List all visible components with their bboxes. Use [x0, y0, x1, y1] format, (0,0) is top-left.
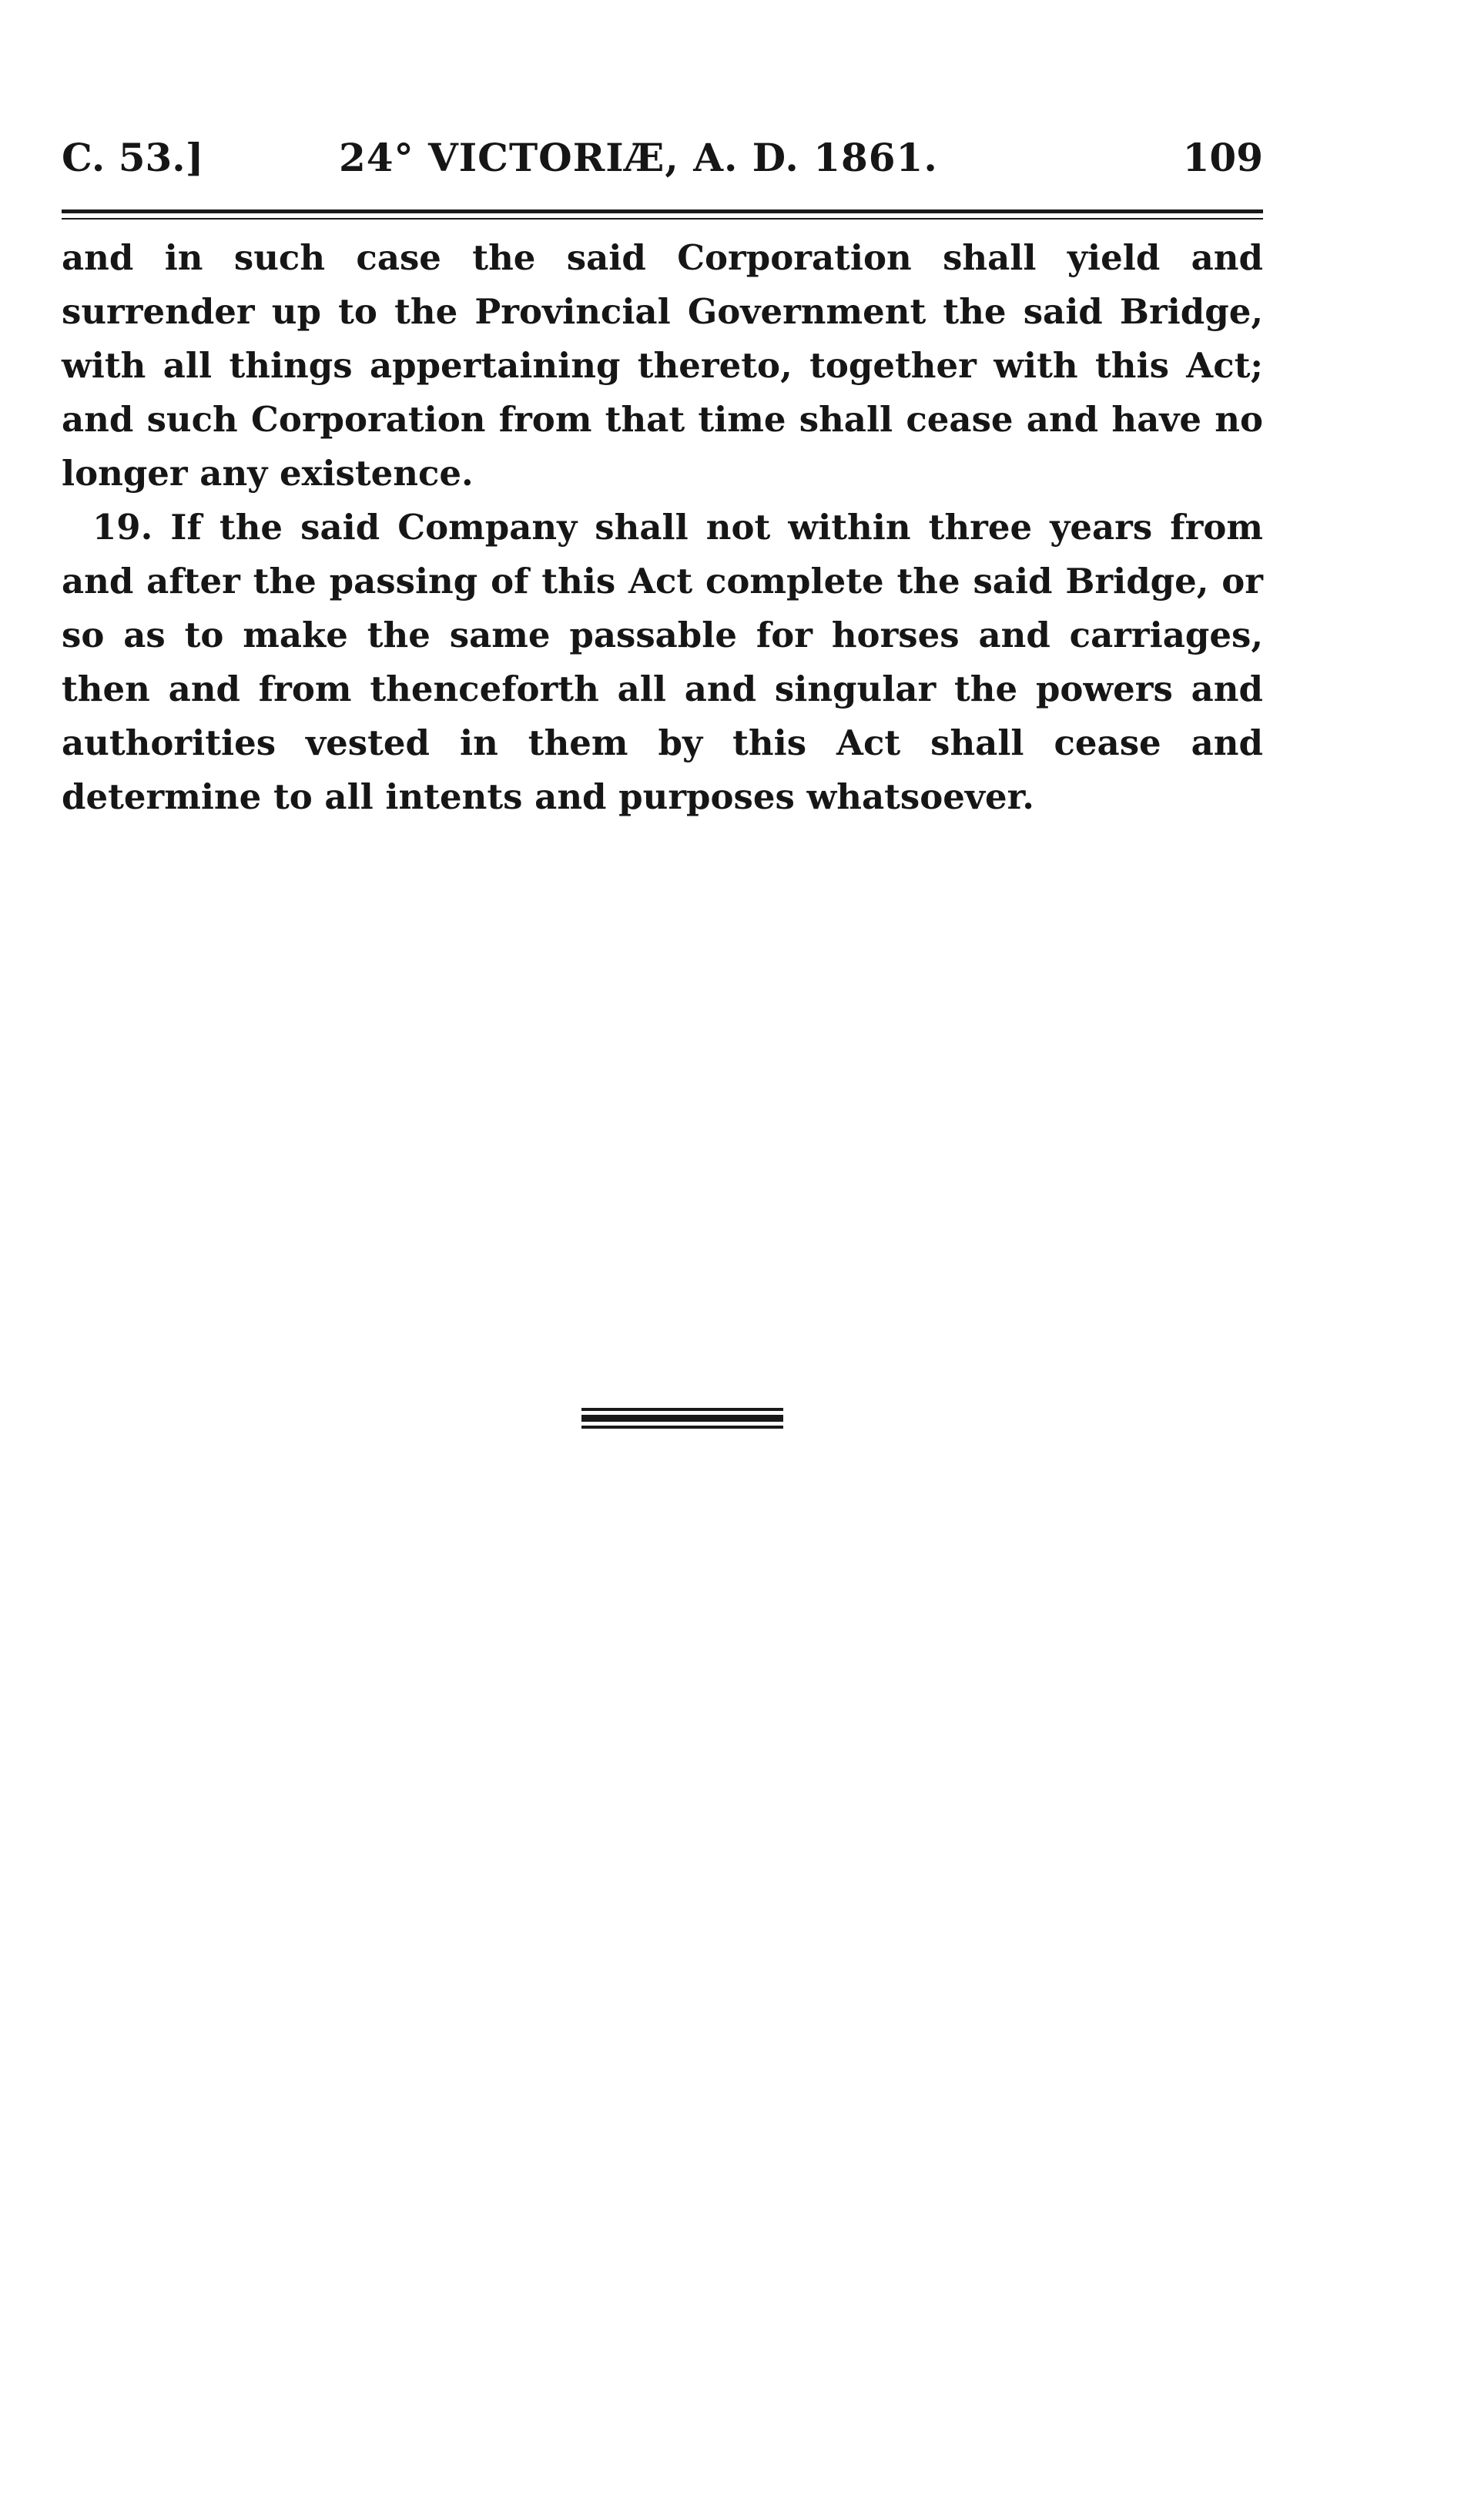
header-double-rule: [62, 209, 1263, 222]
section-number: 19.: [92, 507, 153, 548]
end-rule-line-top: [581, 1408, 783, 1411]
end-rule-line-bottom: [581, 1426, 783, 1429]
page-number: 109: [1182, 135, 1263, 180]
body-text: [62, 231, 1263, 824]
end-rule-line-middle: [581, 1415, 783, 1422]
header-rule-thin: [62, 218, 1263, 219]
header-rule-thick: [62, 209, 1263, 213]
end-of-act-rule: [581, 1408, 783, 1431]
continued-paragraph: and in such case the said Corporation shall yield and surrender up to the Provincial Government the said Bridge, with all things appertaining thereto, together with this Act; and such Corporation from that time shall cease and have no longer any existence.: [62, 237, 1263, 494]
running-header: [62, 123, 1263, 193]
running-title: 24° VICTORIÆ, A. D. 1861.: [339, 135, 938, 180]
section-19-text: If the said Company shall not within three years from and after the passing of this Act complete the said Bridge, or so as to make the same passable for horses and carriages, then and from thenceforth all and singular the powers and authorities vested in them by this Act shall cease and determine to all intents and purposes whatsoever.: [62, 507, 1263, 817]
section-19-paragraph: [62, 501, 1263, 824]
chapter-reference: C. 53.]: [62, 135, 204, 180]
